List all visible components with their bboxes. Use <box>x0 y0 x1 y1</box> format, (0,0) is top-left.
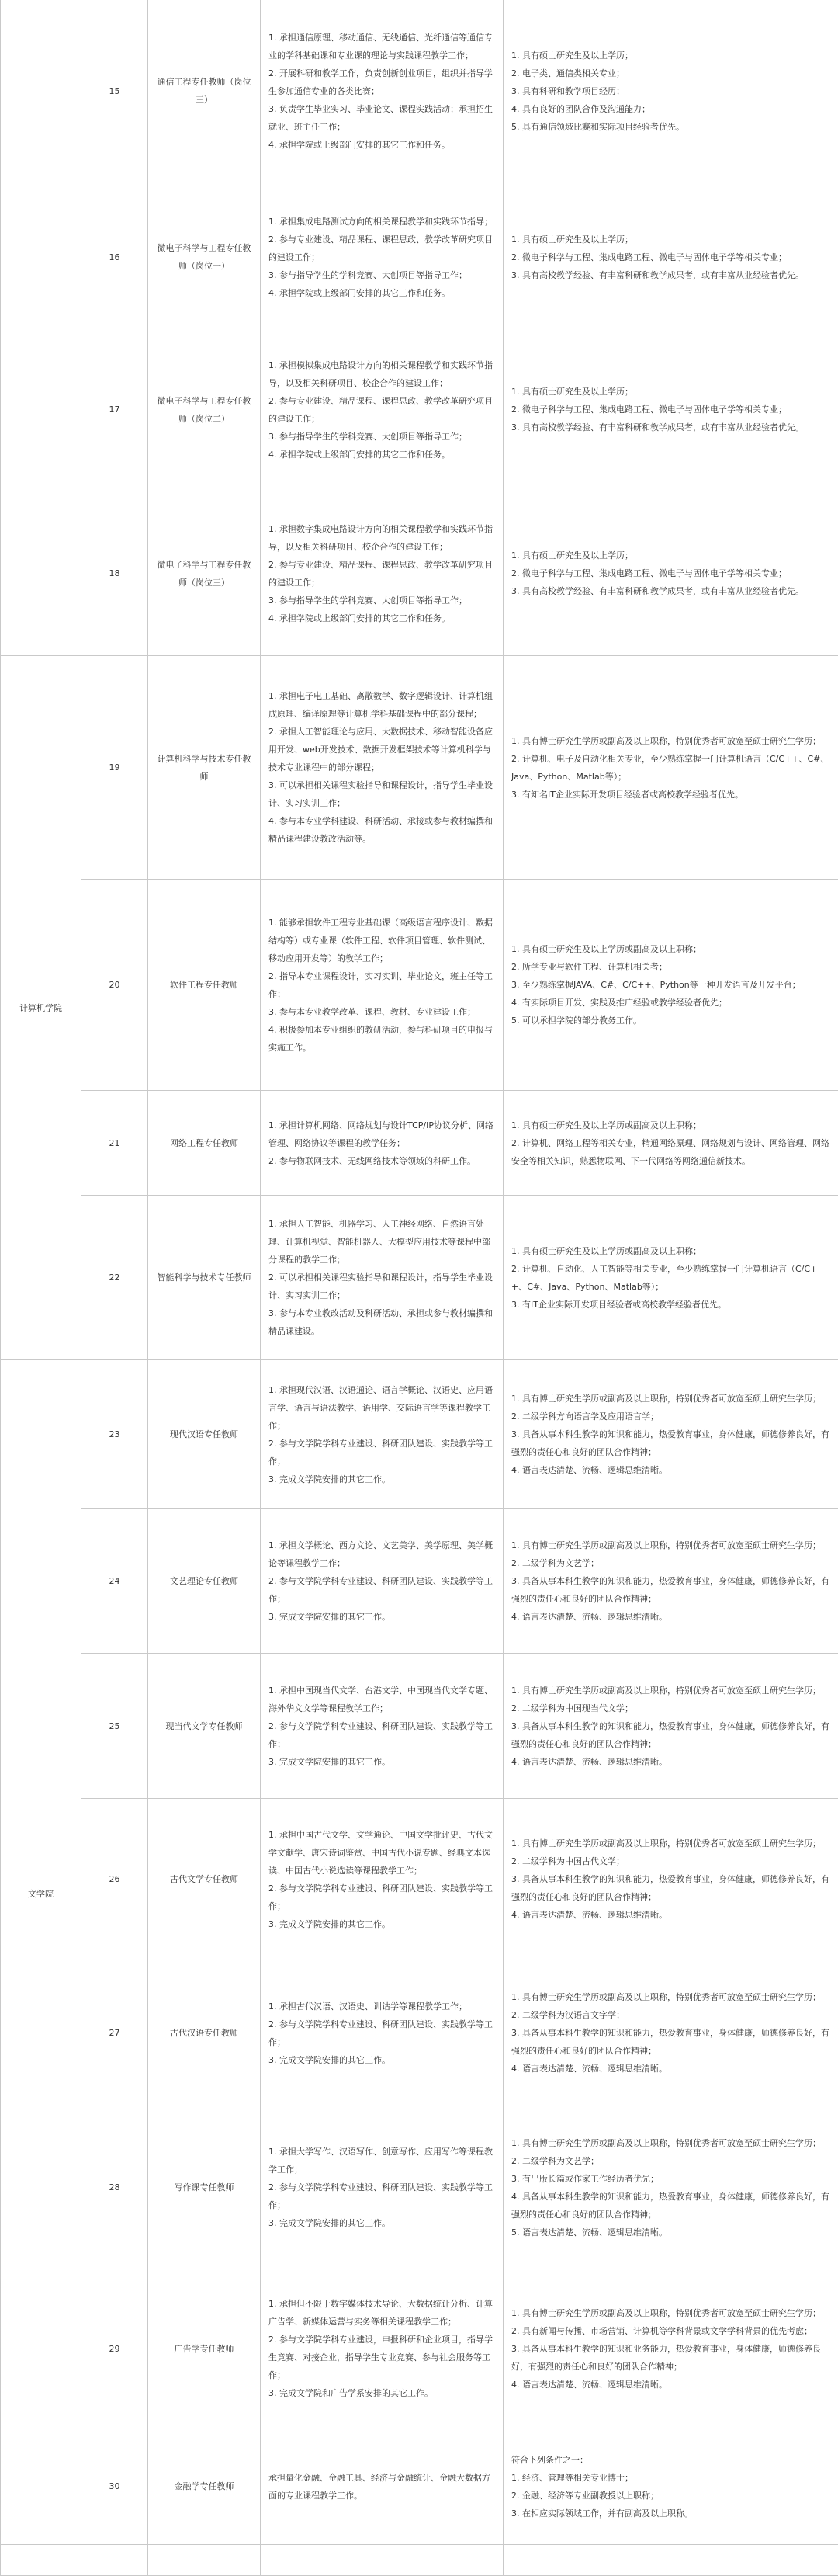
requirement-line: 2. 微电子科学与工程、集成电路工程、微电子与固体电子学等相关专业； <box>511 401 830 418</box>
duty-line: 1. 承担通信原理、移动通信、无线通信、光纤通信等通信专业的学科基础课和专业课的理论与实践课程教学工作； <box>268 29 495 64</box>
duty-line: 1. 承担人工智能、机器学习、人工神经网络、自然语言处理、计算机视觉、智能机器人、大模型应用技术等课程中部分课程的教学工作； <box>268 1215 495 1269</box>
duty-line: 2. 参与文学院学科专业建设、科研团队建设、实践教学等工作； <box>268 2015 495 2051</box>
requirement-line: 4. 语言表达清楚、流畅、逻辑思维清晰。 <box>511 1753 830 1771</box>
duty-line: 3. 参与指导学生的学科竞赛、大创项目等指导工作； <box>268 428 495 446</box>
duty-line: 1. 能够承担软件工程专业基础课（高级语言程序设计、数据结构等）或专业课（软件工程、软件项目管理、软件测试、移动应用开发等）的教学工作； <box>268 914 495 967</box>
requirements-cell <box>504 1960 838 2106</box>
requirement-line: 2. 计算机、自动化、人工智能等相关专业，至少熟练掌握一门计算机语言（C/C++、C#、Java、Python、Matlab等）； <box>511 1260 830 1296</box>
requirement-line: 1. 具有博士研究生学历或副高及以上职称，特别优秀者可放宽至硕士研究生学历； <box>511 1988 830 2006</box>
empty-cell <box>148 2545 261 2576</box>
duties-cell <box>261 1196 504 1360</box>
requirement-line: 5. 语言表达清楚、流畅、逻辑思维清晰。 <box>511 2224 830 2241</box>
requirement-line: 4. 语言表达清楚、流畅、逻辑思维清晰。 <box>511 2376 830 2394</box>
row-number: 24 <box>81 1509 148 1654</box>
table-row <box>1 2106 838 2269</box>
duties-cell <box>261 656 504 880</box>
requirement-line: 3. 在相应实际领域工作，并有副高及以上职称。 <box>511 2505 830 2522</box>
requirement-line: 3. 具备从事本科生教学的知识和能力，热爱教育事业，身体健康，师德修养良好，有强烈的责任心和良好的团队合作精神； <box>511 1870 830 1906</box>
requirement-line: 2. 微电子科学与工程、集成电路工程、微电子与固体电子学等相关专业； <box>511 248 830 266</box>
row-number: 23 <box>81 1360 148 1509</box>
requirement-line: 2. 电子类、通信类相关专业； <box>511 64 830 82</box>
position-name: 现当代文学专任教师 <box>148 1654 261 1799</box>
duties-cell <box>261 1360 504 1509</box>
requirement-line: 1. 具有硕士研究生及以上学历或副高及以上职称； <box>511 1242 830 1260</box>
position-name: 广告学专任教师 <box>148 2269 261 2428</box>
requirement-line: 2. 计算机、网络工程等相关专业，精通网络原理、网络规划与设计、网络管理、网络安全等相关知识，熟悉物联网、下一代网络等网络通信新技术。 <box>511 1134 830 1170</box>
requirement-line: 4. 语言表达清楚、流畅、逻辑思维清晰。 <box>511 2060 830 2078</box>
duty-line: 3. 参与指导学生的学科竞赛、大创项目等指导工作； <box>268 266 495 284</box>
position-name: 现代汉语专任教师 <box>148 1360 261 1509</box>
table-row <box>1 1091 838 1196</box>
position-name: 网络工程专任教师 <box>148 1091 261 1196</box>
requirement-line: 1. 具有博士研究生学历或副高及以上职称，特别优秀者可放宽至硕士研究生学历； <box>511 1536 830 1554</box>
requirements-cell <box>504 2269 838 2428</box>
table-row <box>1 0 838 186</box>
duties-cell <box>261 186 504 328</box>
requirement-line: 4. 语言表达清楚、流畅、逻辑思维清晰。 <box>511 1608 830 1626</box>
row-number: 25 <box>81 1654 148 1799</box>
table-row <box>1 880 838 1091</box>
duty-line: 1. 承担现代汉语、汉语通论、语言学概论、汉语史、应用语言学、语言与语法教学、语用学、交际语言学等课程教学工作； <box>268 1381 495 1435</box>
duty-line: 2. 指导本专业课程设计，实习实训、毕业论文，班主任等工作； <box>268 967 495 1003</box>
duty-line: 4. 承担学院或上级部门安排的其它工作和任务。 <box>268 446 495 463</box>
requirements-cell <box>504 1091 838 1196</box>
table-row <box>1 1360 838 1509</box>
requirements-cell <box>504 186 838 328</box>
department-cell <box>1 2428 81 2545</box>
table-row <box>1 1654 838 1799</box>
duty-line: 2. 参与文学院学科专业建设、科研团队建设、实践教学等工作； <box>268 1435 495 1470</box>
duties-cell <box>261 1960 504 2106</box>
duty-line: 4. 积极参加本专业组织的教研活动，参与科研项目的申报与实施工作。 <box>268 1021 495 1057</box>
table-row <box>1 1799 838 1960</box>
table-row <box>1 656 838 880</box>
requirement-line: 2. 二级学科为中国现当代文学； <box>511 1699 830 1717</box>
row-number: 29 <box>81 2269 148 2428</box>
duty-line: 1. 承担大学写作、汉语写作、创意写作、应用写作等课程教学工作； <box>268 2143 495 2178</box>
position-name: 金融学专任教师 <box>148 2428 261 2545</box>
requirement-line: 4. 语言表达清楚、流畅、逻辑思维清晰。 <box>511 1461 830 1479</box>
duty-line: 2. 参与文学院学科专业建设、科研团队建设、实践教学等工作； <box>268 2178 495 2214</box>
requirement-line: 3. 具有高校教学经验、有丰富科研和教学成果者，或有丰富从业经验者优先。 <box>511 266 830 284</box>
requirement-line: 1. 具有硕士研究生及以上学历； <box>511 47 830 64</box>
row-number: 30 <box>81 2428 148 2545</box>
requirement-line: 4. 具有良好的团队合作及沟通能力； <box>511 100 830 118</box>
requirement-line: 2. 二级学科为文艺学； <box>511 2152 830 2170</box>
row-number: 26 <box>81 1799 148 1960</box>
duty-line: 1. 承担文学概论、西方文论、文艺美学、美学原理、美学概论等课程教学工作； <box>268 1536 495 1572</box>
requirement-line: 3. 具有科研和教学项目经历； <box>511 82 830 100</box>
duty-line: 1. 承担但不限于数字媒体技术导论、大数据统计分析、计算广告学、新媒体运营与实务等相关课程教学工作； <box>268 2295 495 2331</box>
duty-line: 3. 可以承担相关课程实验指导和课程设计，指导学生毕业设计、实习实训工作； <box>268 776 495 812</box>
row-number: 15 <box>81 0 148 186</box>
position-name: 微电子科学与工程专任教师（岗位一） <box>148 186 261 328</box>
duty-line: 3. 完成文学院安排的其它工作。 <box>268 1915 495 1933</box>
position-name: 智能科学与技术专任教师 <box>148 1196 261 1360</box>
duties-cell <box>261 1799 504 1960</box>
requirement-line: 4. 具备从事本科生教学的知识和能力，热爱教育事业，身体健康，师德修养良好，有强烈的责任心和良好的团队合作精神； <box>511 2188 830 2224</box>
requirement-line: 1. 具有博士研究生学历或副高及以上职称，特别优秀者可放宽至硕士研究生学历； <box>511 1835 830 1852</box>
requirement-line: 1. 经济、管理等相关专业博士； <box>511 2469 830 2487</box>
empty-cell <box>504 2545 838 2576</box>
requirement-line: 1. 具有硕士研究生及以上学历； <box>511 547 830 564</box>
position-name: 古代文学专任教师 <box>148 1799 261 1960</box>
duty-line: 2. 参与文学院学科专业建设，申报科研和企业项目，指导学生竞赛、对接企业，指导学生专业竞赛、参与社会服务等工作； <box>268 2331 495 2384</box>
requirement-line: 2. 二级学科为文艺学； <box>511 1554 830 1572</box>
row-number: 16 <box>81 186 148 328</box>
requirement-line: 2. 所学专业与软件工程、计算机相关者； <box>511 958 830 976</box>
department-cell: 文学院 <box>1 1360 81 2428</box>
duties-cell <box>261 328 504 491</box>
requirement-line: 3. 具备从事本科生教学的知识和业务能力，热爱教育事业，身体健康，师德修养良好，有强烈的责任心和良好的团队合作精神； <box>511 2340 830 2376</box>
requirements-cell <box>504 880 838 1091</box>
department-cell: 计算机学院 <box>1 656 81 1360</box>
requirement-line: 2. 金融、经济等专业副教授以上职称； <box>511 2487 830 2505</box>
requirement-line: 3. 有出版长篇或作家工作经历者优先； <box>511 2170 830 2188</box>
duty-line: 3. 参与本专业教学改革、课程、教材、专业建设工作； <box>268 1003 495 1021</box>
requirement-line: 1. 具有硕士研究生及以上学历或副高及以上职称； <box>511 940 830 958</box>
duty-line: 1. 承担集成电路测试方向的相关课程教学和实践环节指导； <box>268 213 495 231</box>
empty-cell <box>81 2545 148 2576</box>
duty-line: 3. 完成文学院安排的其它工作。 <box>268 2214 495 2232</box>
requirement-line: 3. 具备从事本科生教学的知识和能力，热爱教育事业，身体健康，师德修养良好，有强烈的责任心和良好的团队合作精神； <box>511 1425 830 1461</box>
duty-line: 2. 参与物联网技术、无线网络技术等领域的科研工作。 <box>268 1152 495 1170</box>
duty-line: 3. 完成文学院安排的其它工作。 <box>268 1753 495 1771</box>
duty-line: 3. 完成文学院安排的其它工作。 <box>268 1608 495 1626</box>
requirement-line: 2. 二级学科为汉语言文字学； <box>511 2006 830 2024</box>
duty-line: 2. 参与专业建设、精品课程、课程思政、教学改革研究项目的建设工作； <box>268 556 495 592</box>
requirement-line: 3. 具有高校教学经验、有丰富科研和教学成果者，或有丰富从业经验者优先。 <box>511 582 830 600</box>
requirement-line: 4. 有实际项目开发、实践及推广经验或教学经验者优先； <box>511 994 830 1012</box>
requirements-cell <box>504 1360 838 1509</box>
table-row <box>1 328 838 491</box>
requirement-line: 1. 具有博士研究生学历或副高及以上职称，特别优秀者可放宽至硕士研究生学历； <box>511 1390 830 1408</box>
requirement-line: 1. 具有硕士研究生及以上学历； <box>511 383 830 401</box>
requirements-cell <box>504 2106 838 2269</box>
duty-line: 2. 参与文学院学科专业建设、科研团队建设、实践教学等工作； <box>268 1572 495 1608</box>
duty-line: 2. 开展科研和教学工作，负责创新创业项目，组织并指导学生参加通信专业的各类比赛； <box>268 64 495 100</box>
requirements-cell <box>504 1654 838 1799</box>
duty-line: 1. 承担计算机网络、网络规划与设计TCP/IP协议分析、网络管理、网络协议等课程的教学任务； <box>268 1116 495 1152</box>
duty-line: 3. 负责学生毕业实习、毕业论文、课程实践活动；承担招生就业、班主任工作； <box>268 100 495 136</box>
duty-line: 2. 可以承担相关课程实验指导和课程设计，指导学生毕业设计、实习实训工作； <box>268 1269 495 1304</box>
table-row <box>1 2269 838 2428</box>
requirement-line: 3. 有知名IT企业实际开发项目经验者或高校教学经验者优先。 <box>511 786 830 804</box>
requirements-cell <box>504 1196 838 1360</box>
requirement-line: 1. 具有博士研究生学历或副高及以上职称，特别优秀者可放宽至硕士研究生学历； <box>511 2134 830 2152</box>
position-name: 通信工程专任教师（岗位三） <box>148 0 261 186</box>
duty-line: 1. 承担数字集成电路设计方向的相关课程教学和实践环节指导，以及相关科研项目、校企合作的建设工作； <box>268 520 495 556</box>
requirement-line: 1. 具有博士研究生学历或副高及以上职称，特别优秀者可放宽至硕士研究生学历； <box>511 732 830 750</box>
requirement-line: 4. 语言表达清楚、流畅、逻辑思维清晰。 <box>511 1906 830 1924</box>
duty-line: 4. 承担学院或上级部门安排的其它工作和任务。 <box>268 284 495 302</box>
duty-line: 2. 参与文学院学科专业建设、科研团队建设、实践教学等工作； <box>268 1717 495 1753</box>
duty-line: 3. 完成文学院和广告学系安排的其它工作。 <box>268 2384 495 2402</box>
row-number: 18 <box>81 491 148 656</box>
duties-cell <box>261 491 504 656</box>
duties-cell <box>261 1091 504 1196</box>
duty-line: 2. 参与文学院学科专业建设、科研团队建设、实践教学等工作； <box>268 1880 495 1915</box>
requirement-line: 符合下列条件之一： <box>511 2451 830 2469</box>
duties-cell <box>261 2269 504 2428</box>
requirement-line: 1. 具有博士研究生学历或副高及以上职称，特别优秀者可放宽至硕士研究生学历； <box>511 1682 830 1699</box>
row-number: 22 <box>81 1196 148 1360</box>
department-cell-previous <box>1 0 81 656</box>
table-row <box>1 2428 838 2545</box>
duties-cell <box>261 1509 504 1654</box>
requirements-cell <box>504 491 838 656</box>
duty-line: 2. 承担人工智能理论与应用、大数据技术、移动智能设备应用开发、web开发技术、数据开发框架技术等计算机科学与技术专业课程中的部分课程； <box>268 723 495 776</box>
requirement-line: 5. 可以承担学院的部分教务工作。 <box>511 1012 830 1029</box>
duties-cell <box>261 880 504 1091</box>
duty-line: 3. 参与指导学生的学科竞赛、大创项目等指导工作； <box>268 592 495 609</box>
requirement-line: 3. 具有高校教学经验、有丰富科研和教学成果者，或有丰富从业经验者优先。 <box>511 418 830 436</box>
duty-line: 承担量化金融、金融工具、经济与金融统计、金融大数据方面的专业课程教学工作。 <box>268 2469 495 2505</box>
position-name: 微电子科学与工程专任教师（岗位三） <box>148 491 261 656</box>
duty-line: 1. 承担中国现当代文学、台港文学、中国现当代文学专题、海外华文文学等课程教学工作； <box>268 1682 495 1717</box>
row-number: 19 <box>81 656 148 880</box>
position-name: 古代汉语专任教师 <box>148 1960 261 2106</box>
duties-cell <box>261 2106 504 2269</box>
duties-cell <box>261 1654 504 1799</box>
duty-line: 4. 承担学院或上级部门安排的其它工作和任务。 <box>268 609 495 627</box>
row-number: 27 <box>81 1960 148 2106</box>
duty-line: 3. 参与本专业教改活动及科研活动、承担或参与教材编撰和精品课建设。 <box>268 1304 495 1340</box>
duties-cell <box>261 0 504 186</box>
requirement-line: 1. 具有硕士研究生及以上学历； <box>511 231 830 248</box>
duty-line: 3. 完成文学院安排的其它工作。 <box>268 1470 495 1488</box>
table-row <box>1 1509 838 1654</box>
requirement-line: 3. 具备从事本科生教学的知识和能力，热爱教育事业，身体健康，师德修养良好，有强烈的责任心和良好的团队合作精神； <box>511 1572 830 1608</box>
requirement-line: 1. 具有硕士研究生及以上学历或副高及以上职称； <box>511 1116 830 1134</box>
requirements-cell <box>504 328 838 491</box>
requirement-line: 1. 具有博士研究生学历或副高及以上职称，特别优秀者可放宽至硕士研究生学历； <box>511 2304 830 2322</box>
position-name: 文艺理论专任教师 <box>148 1509 261 1654</box>
position-name: 写作课专任教师 <box>148 2106 261 2269</box>
position-name: 微电子科学与工程专任教师（岗位二） <box>148 328 261 491</box>
duty-line: 2. 参与专业建设、精品课程、课程思政、教学改革研究项目的建设工作； <box>268 231 495 266</box>
table-row <box>1 1196 838 1360</box>
duty-line: 4. 参与本专业学科建设、科研活动、承接或参与教材编撰和精品课程建设教改活动等。 <box>268 812 495 848</box>
table-row <box>1 491 838 656</box>
requirements-cell <box>504 0 838 186</box>
requirements-cell <box>504 656 838 880</box>
requirement-line: 2. 微电子科学与工程、集成电路工程、微电子与固体电子学等相关专业； <box>511 564 830 582</box>
table-row <box>1 1960 838 2106</box>
requirement-line: 2. 二级学科为中国古代文学； <box>511 1852 830 1870</box>
row-number: 17 <box>81 328 148 491</box>
requirements-cell <box>504 1509 838 1654</box>
requirement-line: 2. 二级学科方向语言学及应用语言学； <box>511 1408 830 1425</box>
requirement-line: 5. 具有通信领域比赛和实际项目经验者优先。 <box>511 118 830 136</box>
requirement-line: 3. 有IT企业实际开发项目经验者或高校教学经验者优先。 <box>511 1296 830 1314</box>
table-body <box>1 0 838 2576</box>
duties-cell <box>261 2428 504 2545</box>
duty-line: 1. 承担模拟集成电路设计方向的相关课程教学和实践环节指导，以及相关科研项目、校企合作的建设工作； <box>268 356 495 392</box>
requirement-line: 3. 具备从事本科生教学的知识和能力，热爱教育事业，身体健康，师德修养良好，有强烈的责任心和良好的团队合作精神； <box>511 1717 830 1753</box>
requirement-line: 2. 具有新闻与传播、市场营销、计算机等学科背景或文学学科背景的优先考虑； <box>511 2322 830 2340</box>
position-name: 计算机科学与技术专任教师 <box>148 656 261 880</box>
position-name: 软件工程专任教师 <box>148 880 261 1091</box>
duty-line: 1. 承担电子电工基础、离散数学、数字逻辑设计、计算机组成原理、编译原理等计算机学科基础课程中的部分课程； <box>268 687 495 723</box>
row-number: 20 <box>81 880 148 1091</box>
row-number: 28 <box>81 2106 148 2269</box>
requirement-line: 2. 计算机、电子及自动化相关专业，至少熟练掌握一门计算机语言（C/C++、C#、Java、Python、Matlab等）； <box>511 750 830 786</box>
requirement-line: 3. 至少熟练掌握JAVA、C#、C/C++、Python等一种开发语言及开发平台； <box>511 976 830 994</box>
duty-line: 2. 参与专业建设、精品课程、课程思政、教学改革研究项目的建设工作； <box>268 392 495 428</box>
duty-line: 1. 承担中国古代文学、文学通论、中国文学批评史、古代文学文献学、唐宋诗词鉴赏、中国古代小说专题、经典文本选读、中国古代小说选读等课程教学工作； <box>268 1826 495 1880</box>
table-row-partial <box>1 2545 838 2576</box>
row-number: 21 <box>81 1091 148 1196</box>
duty-line: 4. 承担学院或上级部门安排的其它工作和任务。 <box>268 136 495 154</box>
duty-line: 3. 完成文学院安排的其它工作。 <box>268 2051 495 2069</box>
table-row <box>1 186 838 328</box>
duty-line: 1. 承担古代汉语、汉语史、训诂学等课程教学工作； <box>268 1998 495 2015</box>
empty-cell <box>261 2545 504 2576</box>
requirements-cell <box>504 1799 838 1960</box>
requirements-cell <box>504 2428 838 2545</box>
requirement-line: 3. 具备从事本科生教学的知识和能力，热爱教育事业，身体健康，师德修养良好，有强烈的责任心和良好的团队合作精神； <box>511 2024 830 2060</box>
empty-cell <box>1 2545 81 2576</box>
